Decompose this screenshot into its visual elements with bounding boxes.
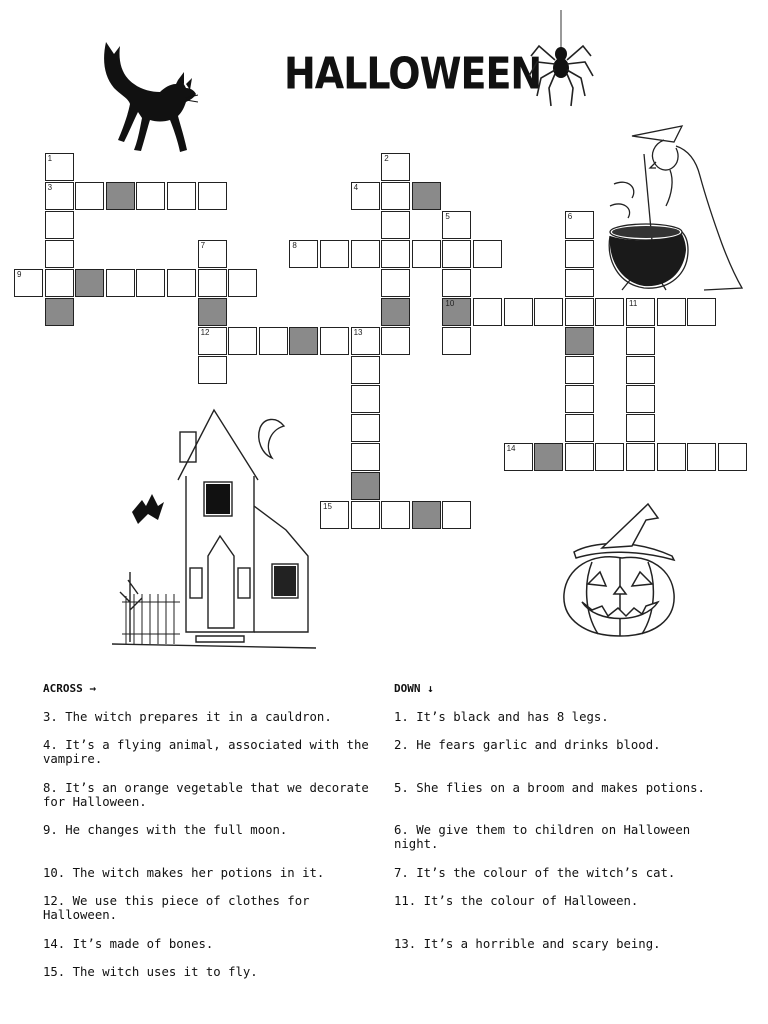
grid-cell[interactable] [412, 240, 441, 268]
grid-cell[interactable] [136, 269, 165, 297]
clue-number: 15 [323, 502, 332, 511]
grid-cell[interactable] [351, 385, 380, 413]
clue-number: 3 [47, 183, 53, 192]
grid-cell[interactable] [412, 182, 441, 210]
pumpkin-illustration [562, 502, 680, 638]
grid-cell[interactable] [198, 298, 227, 326]
grid-cell[interactable] [381, 327, 410, 355]
haunted-house-illustration [108, 396, 320, 658]
grid-cell-6[interactable] [565, 211, 594, 239]
grid-cell[interactable] [45, 298, 74, 326]
grid-cell[interactable] [351, 472, 380, 500]
grid-cell[interactable] [381, 298, 410, 326]
grid-cell[interactable] [75, 182, 104, 210]
clue-down-1: 1. It’s black and has 8 legs. [394, 710, 609, 724]
grid-cell[interactable] [565, 414, 594, 442]
clue-down-2: 2. He fears garlic and drinks blood. [394, 738, 661, 752]
clue-down-13: 13. It’s a horrible and scary being. [394, 937, 661, 951]
grid-cell[interactable] [565, 269, 594, 297]
clue-across-8: 8. It’s an orange vegetable that we decorate for Halloween. [43, 781, 369, 809]
grid-cell[interactable] [718, 443, 747, 471]
clue-number: 6 [567, 212, 573, 221]
grid-cell-9[interactable] [14, 269, 43, 297]
grid-cell[interactable] [45, 211, 74, 239]
grid-cell[interactable] [534, 443, 563, 471]
clue-down-11: 11. It’s the colour of Halloween. [394, 894, 639, 908]
grid-cell-5[interactable] [442, 211, 471, 239]
clue-across-4: 4. It’s a flying animal, associated with the vampire. [43, 738, 369, 766]
grid-cell[interactable] [626, 443, 655, 471]
clue-across-15: 15. The witch uses it to fly. [43, 965, 258, 979]
down-heading: DOWN ↓ [394, 682, 434, 695]
across-heading: ACROSS → [43, 682, 96, 695]
grid-cell[interactable] [228, 327, 257, 355]
clue-number: 7 [200, 241, 206, 250]
grid-cell[interactable] [534, 298, 563, 326]
clue-number: 9 [17, 270, 22, 279]
grid-cell[interactable] [289, 327, 318, 355]
grid-cell[interactable] [626, 414, 655, 442]
grid-cell[interactable] [351, 240, 380, 268]
grid-cell[interactable] [687, 298, 716, 326]
grid-cell[interactable] [320, 240, 349, 268]
grid-cell[interactable] [45, 269, 74, 297]
grid-cell[interactable] [565, 443, 594, 471]
grid-cell-7[interactable] [198, 240, 227, 268]
down-clues [394, 682, 734, 951]
grid-cell[interactable] [75, 269, 104, 297]
grid-cell-3[interactable] [45, 182, 74, 210]
grid-cell[interactable] [687, 443, 716, 471]
clue-number: 1 [47, 154, 53, 163]
grid-cell-15[interactable] [320, 501, 349, 529]
grid-cell[interactable] [136, 182, 165, 210]
grid-cell[interactable] [381, 240, 410, 268]
grid-cell[interactable] [626, 385, 655, 413]
grid-cell-11[interactable] [626, 298, 655, 326]
clue-number: 12 [200, 328, 210, 337]
grid-cell-12[interactable] [198, 327, 227, 355]
clue-across-9: 9. He changes with the full moon. [43, 823, 288, 837]
grid-cell-13[interactable] [351, 327, 380, 355]
grid-cell-8[interactable] [289, 240, 318, 268]
grid-cell-2[interactable] [381, 153, 410, 181]
grid-cell[interactable] [442, 269, 471, 297]
grid-cell[interactable] [565, 356, 594, 384]
grid-cell-1[interactable] [45, 153, 74, 181]
clue-number: 11 [629, 299, 638, 308]
grid-cell[interactable] [351, 414, 380, 442]
grid-cell[interactable] [351, 443, 380, 471]
grid-cell-10[interactable] [442, 298, 471, 326]
grid-cell[interactable] [565, 327, 594, 355]
grid-cell[interactable] [198, 182, 227, 210]
grid-cell[interactable] [504, 298, 533, 326]
grid-cell[interactable] [565, 385, 594, 413]
grid-cell[interactable] [167, 269, 196, 297]
grid-cell[interactable] [381, 501, 410, 529]
clue-down-5: 5. She flies on a broom and makes potions. [394, 781, 705, 795]
grid-cell[interactable] [351, 501, 380, 529]
clue-number: 13 [353, 328, 363, 337]
clue-across-12: 12. We use this piece of clothes for Halloween. [43, 894, 310, 922]
clue-number: 14 [506, 444, 516, 453]
grid-cell[interactable] [320, 327, 349, 355]
grid-cell[interactable] [626, 327, 655, 355]
grid-cell[interactable] [626, 356, 655, 384]
grid-cell[interactable] [381, 182, 410, 210]
grid-cell[interactable] [657, 298, 686, 326]
grid-cell[interactable] [473, 298, 502, 326]
grid-cell[interactable] [45, 240, 74, 268]
grid-cell[interactable] [351, 356, 380, 384]
grid-cell[interactable] [595, 298, 624, 326]
grid-cell[interactable] [412, 501, 441, 529]
clue-down-6: 6. We give them to children on Halloween night. [394, 823, 691, 851]
clue-across-3: 3. The witch prepares it in a cauldron. [43, 710, 332, 724]
clue-across-14: 14. It’s made of bones. [43, 937, 214, 951]
grid-cell[interactable] [106, 182, 135, 210]
clue-across-10: 10. The witch makes her potions in it. [43, 866, 325, 880]
worksheet-title: HALLOWEEN [284, 48, 542, 99]
grid-cell[interactable] [167, 182, 196, 210]
grid-cell[interactable] [381, 211, 410, 239]
grid-cell[interactable] [106, 269, 135, 297]
clue-number: 10 [445, 299, 455, 308]
across-clues [43, 682, 373, 979]
grid-cell[interactable] [442, 240, 471, 268]
grid-cell[interactable] [595, 443, 624, 471]
clue-number: 2 [384, 154, 389, 163]
grid-cell[interactable] [381, 269, 410, 297]
grid-cell[interactable] [228, 269, 257, 297]
clue-number: 4 [353, 183, 359, 192]
grid-cell-14[interactable] [504, 443, 533, 471]
clue-number: 5 [445, 212, 450, 221]
grid-cell[interactable] [198, 269, 227, 297]
grid-cell[interactable] [565, 240, 594, 268]
clue-number: 8 [292, 241, 297, 250]
grid-cell[interactable] [657, 443, 686, 471]
clue-down-7: 7. It’s the colour of the witch’s cat. [394, 866, 676, 880]
grid-cell[interactable] [198, 356, 227, 384]
grid-cell-4[interactable] [351, 182, 380, 210]
grid-cell[interactable] [565, 298, 594, 326]
grid-cell[interactable] [442, 501, 471, 529]
grid-cell[interactable] [259, 327, 288, 355]
grid-cell[interactable] [473, 240, 502, 268]
grid-cell[interactable] [442, 327, 471, 355]
